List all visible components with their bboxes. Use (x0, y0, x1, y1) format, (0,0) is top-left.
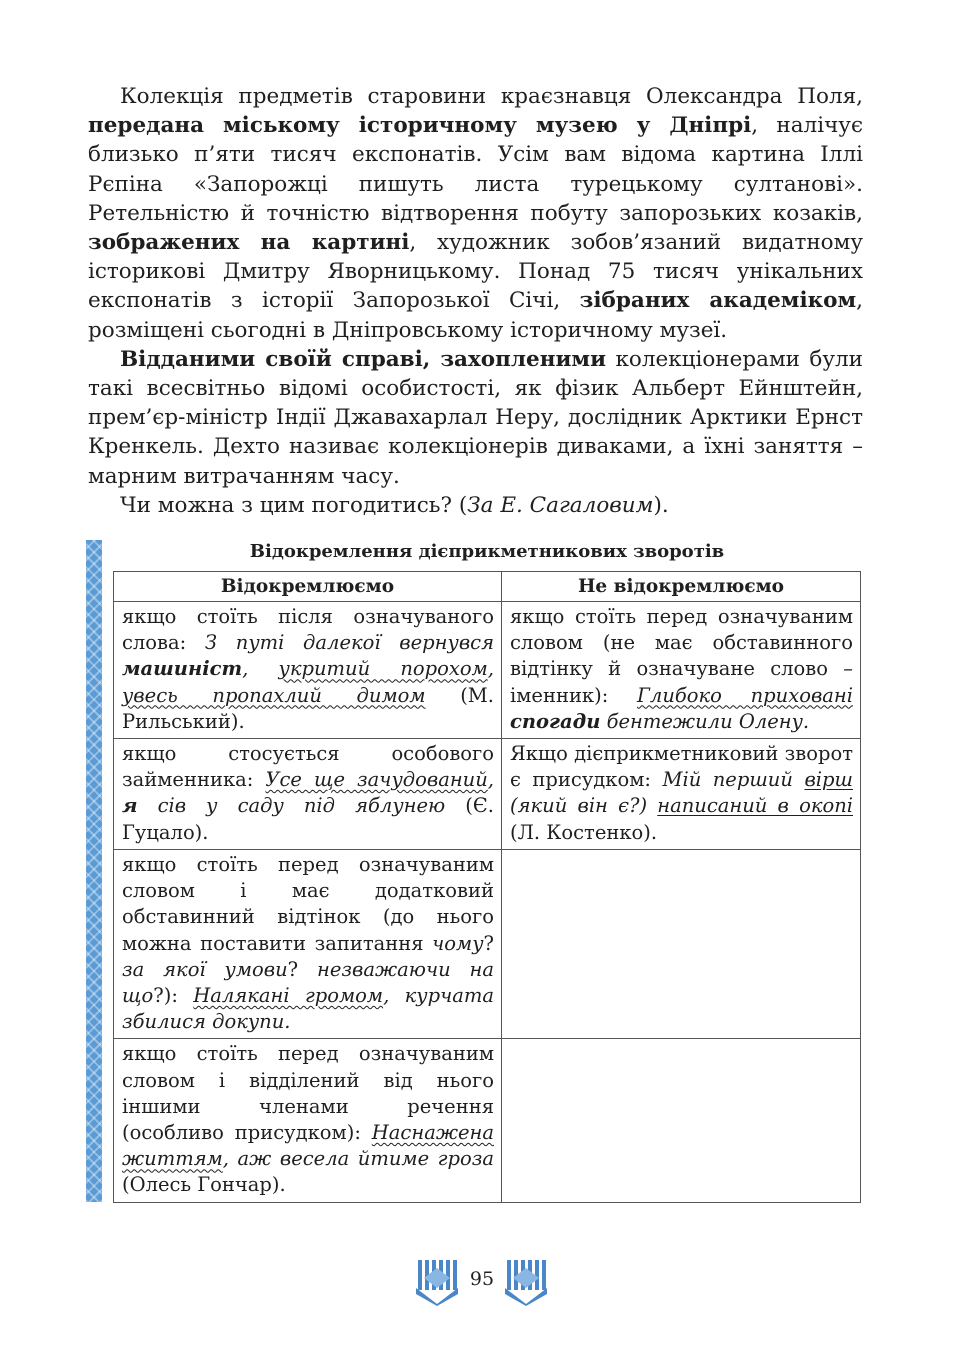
text-run: (М. Рильський). (122, 683, 494, 733)
text-run: , (242, 657, 279, 681)
table-cell (114, 739, 502, 850)
example-underlined-text: Усе ще зачудований (265, 768, 488, 792)
emphasis-text: зображених на картині (88, 230, 410, 256)
text-run: чому (432, 931, 484, 955)
text-run: колекціонерами були такі всесвітньо відомі особистості, як фізик Альберт Ейнштейн, прем’єр-міністр Індії Джавахарлал Неру, дослідник Арктики Ернст Кренкель. Дехто називає колекціонерів диваками, а їхні заняття – марним витрачанням часу. (88, 346, 863, 489)
text-run: , (487, 768, 494, 792)
text-run: якщо стоїть після означуваного слова: (122, 605, 494, 655)
table-cell-empty (502, 1039, 861, 1202)
emphasis-text: машиніст (122, 657, 243, 681)
example-underlined-text: Налякані громом (193, 984, 384, 1008)
table-cell (502, 739, 861, 850)
emphasis-text: Відданими своїй справі, захопленими (120, 346, 607, 372)
emphasis-text: передана міському історичному музею у Дніпрі (88, 113, 752, 139)
table-cell (114, 1039, 502, 1202)
table-cell (502, 602, 861, 739)
example-underlined-text: вірш (804, 768, 853, 792)
table-cell (114, 850, 502, 1039)
text-run: якщо стоїть перед означуваним словом і відділений від нього іншими членами речення (особливо присудком): (122, 1042, 494, 1145)
table-header-row (114, 572, 861, 602)
example-underlined-text: укритий порохом (278, 657, 488, 681)
text-run: (Олесь Гончар). (122, 1173, 286, 1197)
paragraph-question (88, 491, 863, 520)
text-run: якщо стоїть перед означуваним словом і має додатковий обставинний відтінок (до нього можна поставити запитання (122, 853, 494, 955)
rules-table (113, 571, 861, 1203)
table-cell-empty (502, 850, 861, 1039)
text-run: незважаючи на що (122, 957, 495, 1008)
text-run: , розміщені сьогодні в Дніпровському історичному музеї. (88, 288, 863, 343)
page-number: 95 (469, 1268, 495, 1290)
text-run: За Е. Сагаловим (467, 492, 654, 518)
paragraph-collection (88, 82, 863, 345)
text-run: (Л. Костенко). (510, 820, 658, 844)
example-underlined-text: написаний в окопі (657, 794, 854, 818)
emphasis-text: я (122, 794, 138, 818)
text-run: за якої умови (122, 957, 288, 981)
text-run: Якщо дієприкметниковий зворот є присудком: (510, 742, 853, 792)
example-underlined-text: Наснажена життям (122, 1121, 494, 1171)
emphasis-text: зібраних академіком (579, 288, 857, 314)
emphasis-text: спогади (510, 709, 601, 733)
header-separate: Відокремлюємо (114, 572, 502, 602)
table-row (114, 850, 861, 1039)
table-row (114, 1039, 861, 1202)
ornament-left-icon (414, 1258, 460, 1306)
table-row (114, 739, 861, 850)
table-cell (114, 602, 502, 739)
page-footer (0, 1258, 963, 1308)
text-run: Мій перший (662, 768, 805, 792)
example-underlined-text: увесь пропахлий димом (122, 683, 426, 707)
table-row (114, 602, 861, 739)
text-run: ). (653, 492, 669, 518)
text-run: (Є. Гуцало). (122, 794, 494, 844)
ornament-right-icon (503, 1258, 549, 1306)
text-run: , аж весела йтиме гроза (222, 1147, 494, 1171)
text-run: (який він є?) (510, 794, 658, 818)
example-underlined-text: Глибоко приховані (637, 683, 853, 707)
text-run: якщо стосується особового займенника: (122, 742, 494, 792)
text-run: ?): (153, 984, 194, 1008)
header-not-separate: Не відокремлюємо (502, 572, 861, 602)
text-run: ? (483, 931, 494, 955)
text-run: ? (287, 957, 318, 981)
paragraph-collectors (88, 345, 863, 491)
text-run: З путі далекої вернувся (204, 631, 495, 655)
text-run: , курчата збилися докупи. (122, 984, 494, 1034)
decorative-side-band (86, 540, 102, 1202)
text-run: , (487, 657, 494, 681)
table-title: Відокремлення дієприкметникових зворотів (249, 541, 725, 562)
text-run: , налічує близько п’яти тисяч експонатів. Усім вам відома картина Іллі Рєпіна «Запорожці пишуть листа турецькому султанові». Ретельністю й точністю відтворення побуту запорозьких козаків, (88, 113, 863, 226)
text-run: якщо стоїть перед означуваним словом (не має обставинного відтінку й означуване слово – іменник): (510, 605, 853, 707)
text-run: Колекція предметів старовини краєзнавця Олександра Поля, (120, 84, 863, 109)
text-run: Чи можна з цим погодитись? ( (120, 492, 468, 518)
text-run: сів у саду під яблунею (137, 794, 446, 818)
main-text (88, 82, 863, 520)
text-run: бентежили Олену. (600, 709, 810, 733)
text-run: , художник зобов’язаний видатному історикові Дмитру Яворницькому. Понад 75 тисяч унікальних експонатів з історії Запорозької Січі, (88, 230, 864, 314)
